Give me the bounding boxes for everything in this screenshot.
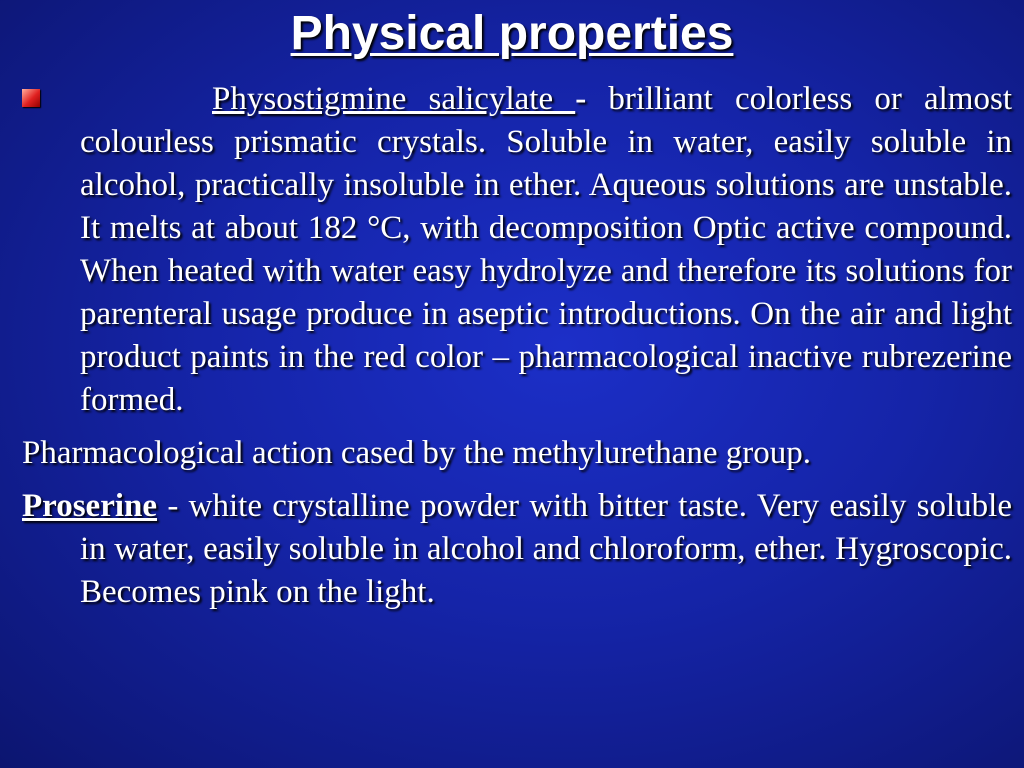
term-dash: -	[575, 81, 587, 117]
paragraph-physostigmine	[80, 78, 1012, 422]
physostigmine-description: brilliant colorless or almost colourless prismatic crystals. Soluble in water, easily soluble in alcohol, practically insoluble in ether. Aqueous solutions are unstable. It melts at about 182 °C, with decomposition Optic active compound. When heated with water easy hydrolyze and therefore its solutions for parenteral usage produce in aseptic introductions. On the air and light product paints in the red color – pharmacological inactive rubrezerine formed.	[80, 81, 1012, 418]
slide-body	[0, 78, 1024, 614]
term-proserine: Proserine	[22, 488, 158, 524]
proserine-description: - white crystalline powder with bitter taste. Very easily soluble in water, easily soluble in alcohol and chloroform, ether. Hygroscopic. Becomes pink on the light.	[80, 488, 1012, 610]
term-physostigmine: Physostigmine salicylate	[212, 81, 576, 117]
paragraph-proserine	[22, 485, 1012, 614]
paragraph-pharmacological-action: Pharmacological action cased by the methylurethane group.	[22, 435, 811, 471]
slide-title: Physical properties	[290, 7, 734, 60]
red-square-bullet-icon	[22, 89, 40, 107]
